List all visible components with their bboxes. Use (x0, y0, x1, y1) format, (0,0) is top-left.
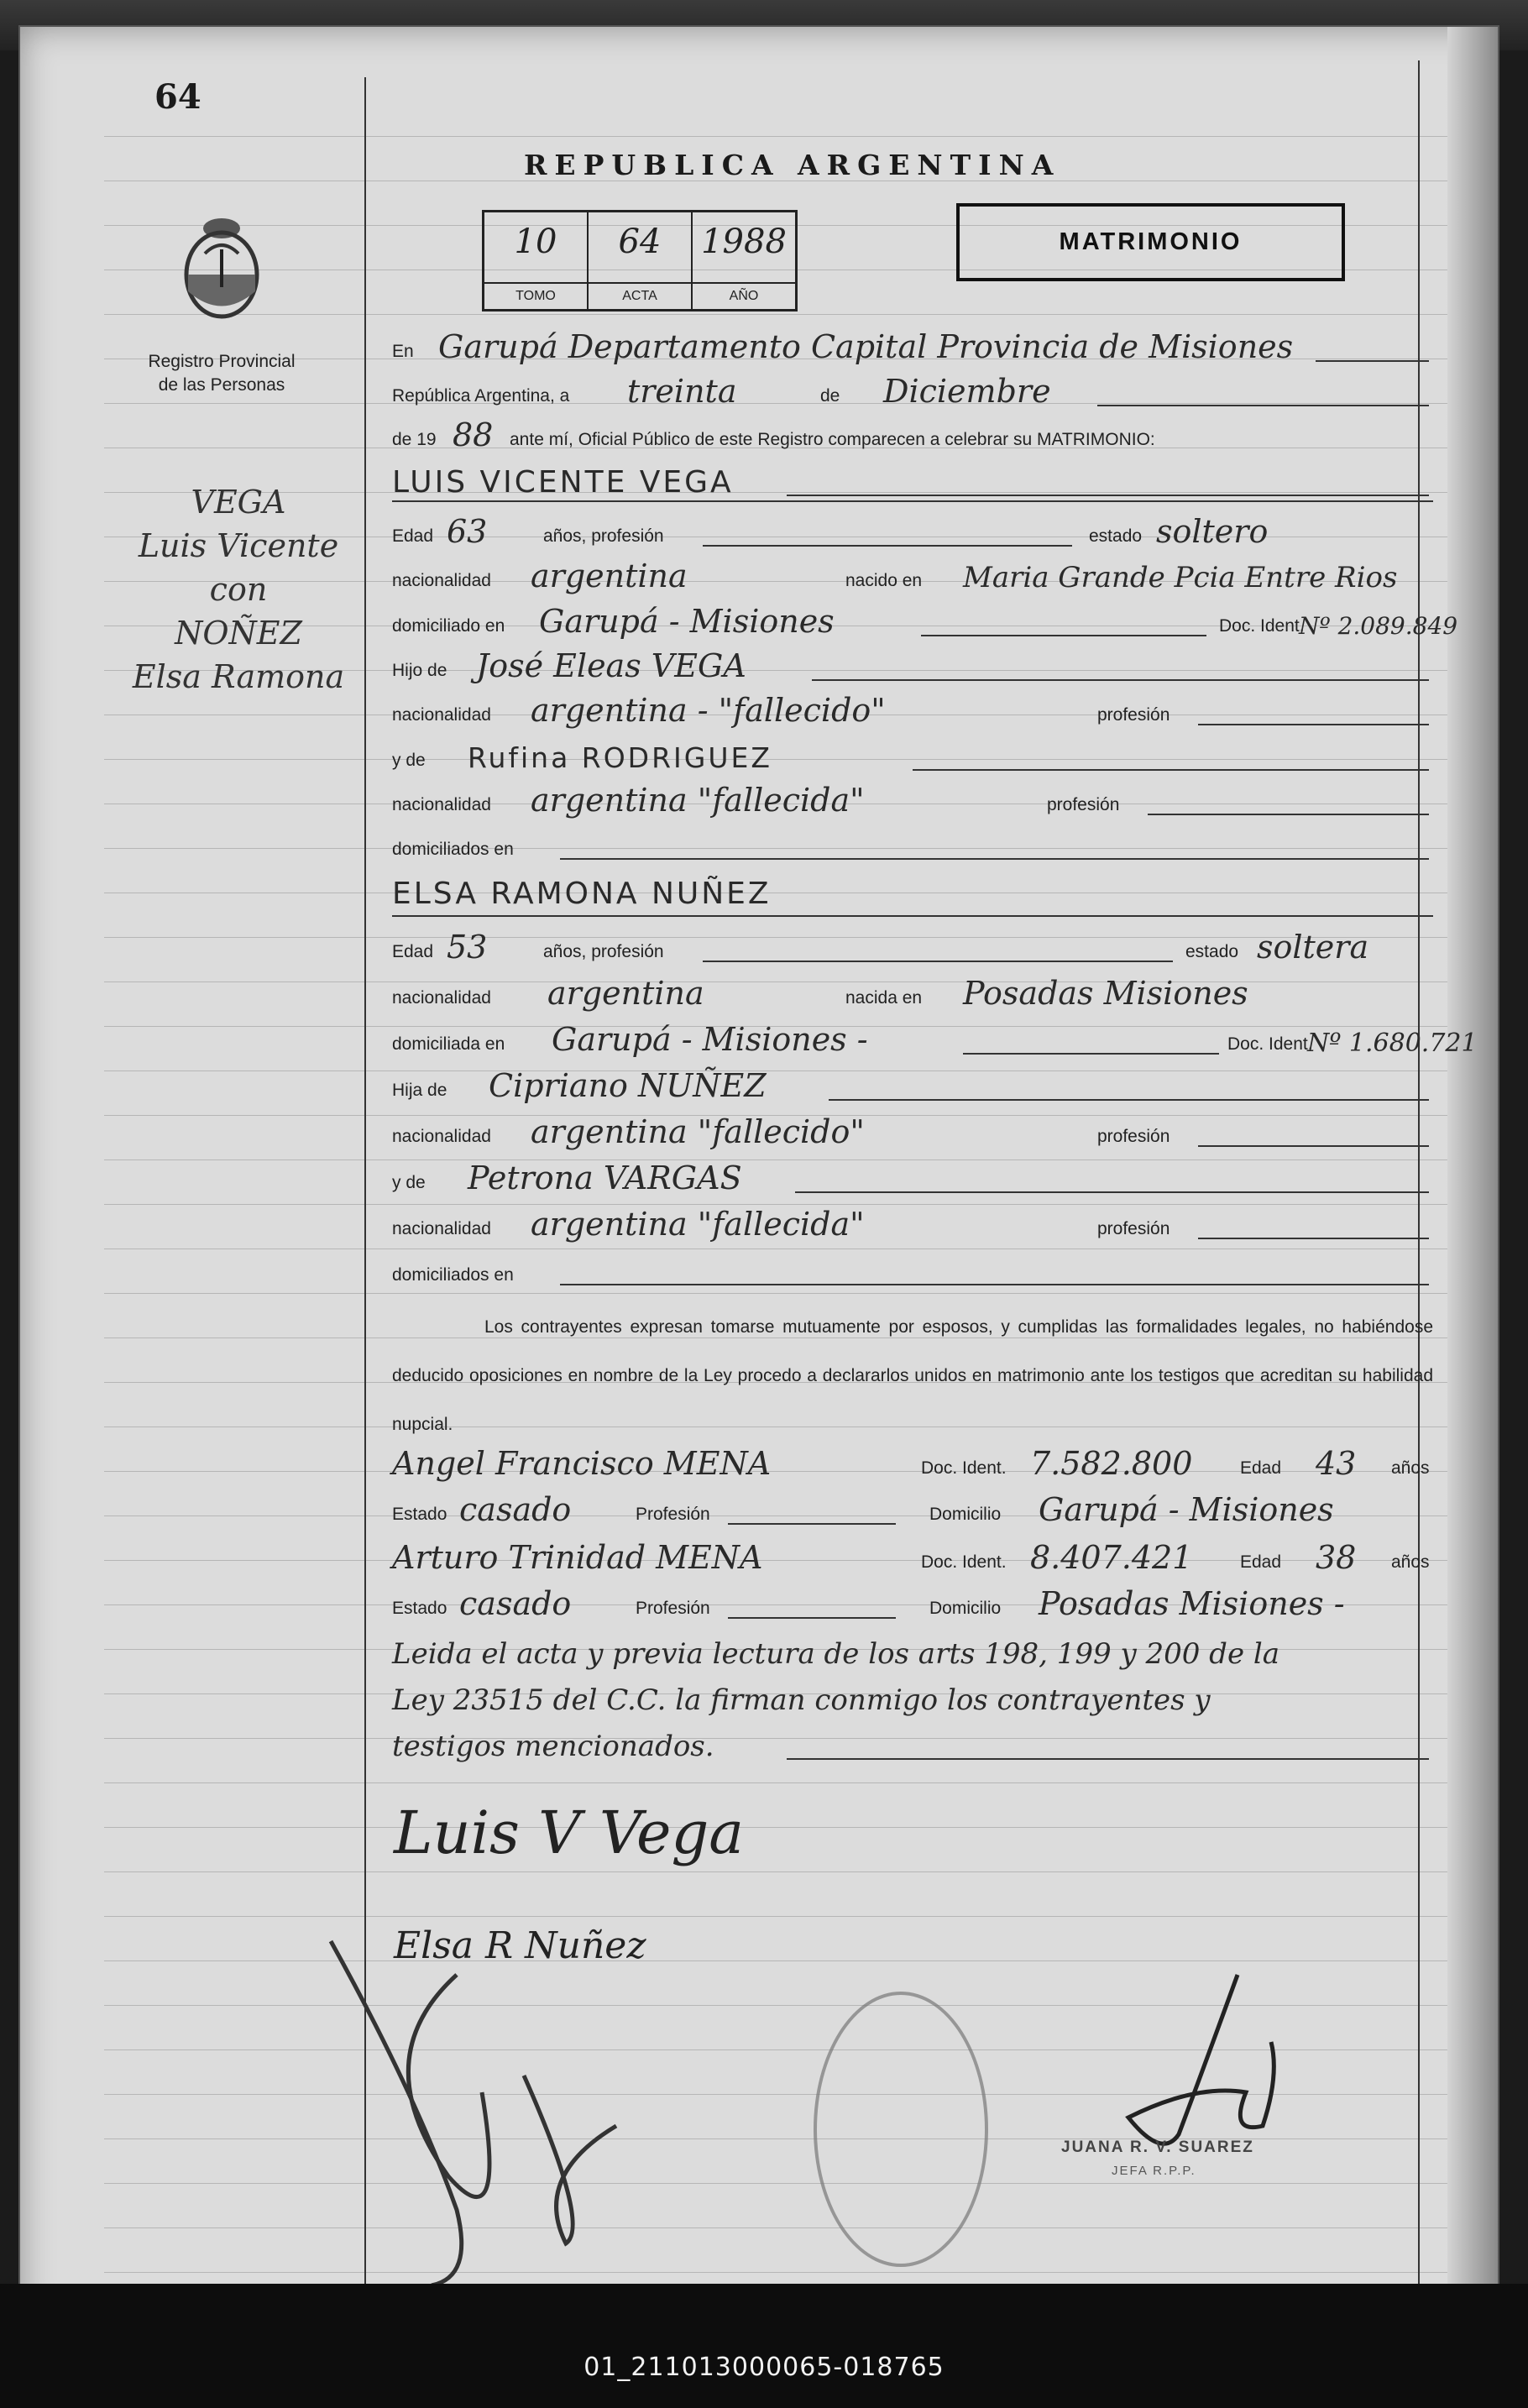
domicilio-label: Domicilio (929, 1599, 1002, 1618)
profesion-label: profesión (1097, 705, 1170, 725)
groom-birthplace: Maria Grande Pcia Entre Rios (963, 561, 1398, 594)
country-title: REPUBLICA ARGENTINA (524, 149, 1061, 181)
ruled-line (104, 1871, 1447, 1872)
nacionalidad-label: nacionalidad (392, 705, 491, 725)
registry-name (121, 350, 322, 397)
groom-age-row (392, 510, 1433, 552)
margin-note-line: NOÑEZ (175, 615, 302, 652)
coat-of-arms-icon (175, 203, 268, 329)
bride-name: ELSA RAMONA NUÑEZ (392, 877, 772, 911)
margin-note-line: VEGA (191, 484, 286, 521)
doc-label: Doc. Ident. (1219, 616, 1305, 636)
witness-1-details-row (392, 1488, 1433, 1530)
ruled-line (104, 1782, 1447, 1783)
domiciliados-label: domiciliados en (392, 840, 514, 859)
place-row (392, 325, 1433, 367)
official-title: JEFA R.P.P. (1112, 2164, 1196, 2178)
margin-note-line: Elsa Ramona (132, 658, 345, 695)
groom-name-row (392, 459, 1433, 501)
month-value: Diciembre (883, 373, 1051, 410)
official-name: JUANA R. V. SUAREZ (1061, 2138, 1254, 2156)
fill-line (787, 495, 1429, 496)
closing-line-1 (392, 1631, 1433, 1673)
estado-label: Estado (392, 1599, 447, 1618)
register-page (18, 25, 1499, 2321)
groom-father: José Eleas VEGA (476, 647, 746, 684)
groom-estado: soltero (1156, 513, 1269, 550)
groom-nationality-row (392, 554, 1433, 596)
fill-line (1198, 724, 1429, 725)
bride-father: Cipriano NUÑEZ (489, 1067, 767, 1104)
witness-1-doc: 7.582.800 (1030, 1445, 1193, 1482)
edad-label: Edad (1240, 1458, 1282, 1478)
ruled-line (104, 1960, 1447, 1961)
hijo-label: Hijo de (392, 661, 447, 680)
republica-label: República Argentina, a (392, 386, 570, 406)
declaration-text: Los contrayentes expresan tomarse mutuamente por esposos, y cumplidas las formalidades legales, no habiéndose deducido oposiciones en nombre de la Ley procedo a declararlos unidos en matrimonio ante los testigos que acreditan su habilidad nupcial. (392, 1317, 1433, 1434)
acta-cell (589, 212, 693, 309)
witness-2-name: Arturo Trinidad MENA (392, 1539, 763, 1576)
witness-1-name: Angel Francisco MENA (392, 1445, 772, 1482)
bride-nationality: argentina (547, 975, 704, 1012)
witness-2-doc: 8.407.421 (1030, 1539, 1193, 1576)
groom-father-nationality-row (392, 688, 1433, 730)
yde-label: y de (392, 1173, 426, 1192)
estado-label: Estado (392, 1505, 447, 1524)
year-suffix: 88 (453, 416, 494, 453)
ano-value: 1988 (701, 222, 787, 261)
fill-line (728, 1523, 896, 1525)
ruled-line (104, 1827, 1447, 1828)
bride-estado: soltera (1257, 929, 1369, 966)
groom-doc: Nº 2.089.849 (1299, 612, 1458, 640)
ano-label: AÑO (693, 282, 795, 309)
groom-mother-nationality-row (392, 778, 1433, 820)
nacionalidad-label: nacionalidad (392, 795, 491, 814)
groom-domicile-row (392, 599, 1458, 641)
tomo-label: TOMO (484, 282, 587, 309)
date-row (392, 369, 1433, 411)
witness-2-age: 38 (1316, 1539, 1357, 1576)
fill-line (560, 858, 1429, 860)
fill-line (703, 961, 1173, 962)
witness-2-domicile: Posadas Misiones - (1039, 1585, 1345, 1622)
domiciliados-label: domiciliados en (392, 1265, 514, 1285)
witness-2-row (392, 1536, 1433, 1578)
record-reference-box (482, 210, 798, 311)
bride-parents-domicile-row (392, 1248, 1433, 1290)
bride-domicile-row (392, 1018, 1478, 1060)
groom-age: 63 (447, 513, 488, 550)
domicilio-label: domiciliada en (392, 1034, 505, 1054)
nacida-label: nacida en (845, 988, 923, 1008)
bride-birthplace: Posadas Misiones (963, 975, 1248, 1012)
fill-line (829, 1099, 1429, 1101)
profesion-label: años, profesión (543, 942, 664, 961)
bride-father-row (392, 1064, 1433, 1106)
bride-nationality-row (392, 971, 1433, 1013)
profesion-label: Profesión (636, 1599, 710, 1618)
registry-name-line-1: Registro Provincial (148, 352, 296, 371)
witness-signatures-scribble (314, 1924, 734, 2294)
ruled-line (104, 2272, 1447, 2273)
registry-name-line-2: de las Personas (158, 375, 285, 395)
scan-bottom-bar (0, 2284, 1528, 2408)
fill-line (921, 635, 1206, 636)
groom-parents-domicile-row (392, 823, 1433, 865)
ruled-line (104, 314, 1447, 315)
fill-line (560, 1284, 1429, 1285)
bride-domicile: Garupá - Misiones - (552, 1021, 868, 1058)
fill-line (1198, 1145, 1429, 1147)
profesion-label: años, profesión (543, 526, 664, 546)
record-type: MATRIMONIO (956, 203, 1345, 281)
profesion-label: Profesión (636, 1505, 710, 1524)
day-value: treinta (627, 373, 737, 410)
official-stamp (814, 1992, 988, 2267)
closing-text: Ley 23515 del C.C. la firman conmigo los contrayentes y (392, 1683, 1211, 1717)
margin-note-line: con (209, 571, 268, 608)
ruled-line (104, 1293, 1447, 1294)
domicilio-label: Domicilio (929, 1505, 1002, 1524)
de-label: de (820, 386, 840, 406)
bride-mother-nationality-row (392, 1202, 1433, 1244)
ruled-line (104, 2227, 1447, 2228)
bride-age: 53 (447, 929, 488, 966)
groom-mother: Rufina RODRIGUEZ (468, 741, 772, 774)
nacionalidad-label: nacionalidad (392, 1127, 491, 1146)
estado-label: estado (1185, 942, 1239, 961)
groom-name: LUIS VICENTE VEGA (392, 465, 734, 500)
bride-age-row (392, 925, 1433, 967)
tomo-value: 10 (514, 222, 557, 261)
groom-mother-nationality: argentina "fallecida" (531, 782, 865, 819)
groom-nationality: argentina (531, 558, 688, 594)
fill-line (1097, 405, 1429, 406)
doc-label: Doc. Ident. (921, 1458, 1007, 1478)
fill-line (1316, 360, 1429, 362)
groom-mother-row (392, 734, 1433, 776)
en-label: En (392, 342, 414, 361)
ruled-line (104, 1916, 1447, 1917)
witness-2-estado: casado (459, 1585, 572, 1622)
closing-text: Leida el acta y previa lectura de los arts 198, 199 y 200 de la (392, 1637, 1280, 1671)
fill-line (812, 679, 1429, 681)
domicilio-label: domiciliado en (392, 616, 505, 636)
section-separator (392, 500, 1433, 502)
ruled-line (104, 2183, 1447, 2184)
witness-1-row (392, 1442, 1433, 1484)
statement-text: ante mí, Oficial Público de este Registro comparecen a celebrar su MATRIMONIO: (510, 430, 1155, 449)
profesion-label: profesión (1097, 1219, 1170, 1238)
profesion-label: profesión (1097, 1127, 1170, 1146)
tomo-cell (484, 212, 589, 309)
bride-father-nationality-row (392, 1110, 1433, 1152)
edad-label: Edad (1240, 1552, 1282, 1572)
acta-label: ACTA (589, 282, 691, 309)
year-prefix: de 19 (392, 430, 437, 449)
estado-label: estado (1089, 526, 1143, 546)
page-binding-shadow (1447, 27, 1498, 2319)
fill-line (913, 769, 1429, 771)
edad-label: Edad (392, 526, 434, 546)
bride-mother-nationality: argentina "fallecida" (531, 1206, 865, 1243)
witness-1-age: 43 (1316, 1445, 1357, 1482)
nacido-label: nacido en (845, 571, 923, 590)
section-separator (392, 915, 1433, 917)
nacionalidad-label: nacionalidad (392, 1219, 491, 1238)
fill-line (1198, 1238, 1429, 1239)
groom-father-nationality: argentina - "fallecido" (531, 692, 886, 729)
witness-1-estado: casado (459, 1491, 572, 1528)
doc-label: Doc. Ident. (921, 1552, 1007, 1572)
fill-line (728, 1617, 896, 1619)
closing-line-3 (392, 1723, 1433, 1765)
groom-domicile: Garupá - Misiones (539, 603, 835, 640)
bride-mother-row (392, 1156, 1433, 1198)
bride-signature: Elsa R Nuñez (394, 1924, 646, 1967)
place-value: Garupá Departamento Capital Provincia de Misiones (438, 328, 1294, 365)
margin-note (113, 480, 364, 699)
fill-line (795, 1191, 1429, 1193)
bride-name-row (392, 871, 1433, 913)
statement-row (392, 413, 1433, 455)
groom-father-row (392, 644, 1433, 686)
closing-line-2 (392, 1677, 1433, 1719)
witness-2-details-row (392, 1582, 1433, 1624)
closing-text: testigos mencionados. (392, 1730, 714, 1763)
fill-line (963, 1053, 1219, 1055)
bride-mother: Petrona VARGAS (468, 1160, 742, 1196)
groom-signature: Luis V Vega (394, 1798, 745, 1867)
fill-line (787, 1758, 1429, 1760)
scan-id: 01_211013000065-018765 (583, 2353, 945, 2382)
fill-line (1148, 814, 1429, 815)
ruled-line (104, 136, 1447, 137)
ano-cell (693, 212, 795, 309)
nacionalidad-label: nacionalidad (392, 988, 491, 1008)
anos-label: años (1391, 1458, 1430, 1478)
page-number: 64 (154, 77, 201, 117)
edad-label: Edad (392, 942, 434, 961)
bride-father-nationality: argentina "fallecido" (531, 1113, 865, 1150)
anos-label: años (1391, 1552, 1430, 1572)
fill-line (703, 545, 1072, 547)
witness-1-domicile: Garupá - Misiones (1039, 1491, 1334, 1528)
bride-doc: Nº 1.680.721 (1307, 1029, 1478, 1058)
profesion-label: profesión (1047, 795, 1120, 814)
yde-label: y de (392, 751, 426, 770)
acta-value: 64 (618, 222, 662, 261)
nacionalidad-label: nacionalidad (392, 571, 491, 590)
doc-label: Doc. Ident. (1227, 1034, 1313, 1054)
hija-label: Hija de (392, 1081, 447, 1100)
margin-note-line: Luis Vicente (138, 527, 339, 564)
